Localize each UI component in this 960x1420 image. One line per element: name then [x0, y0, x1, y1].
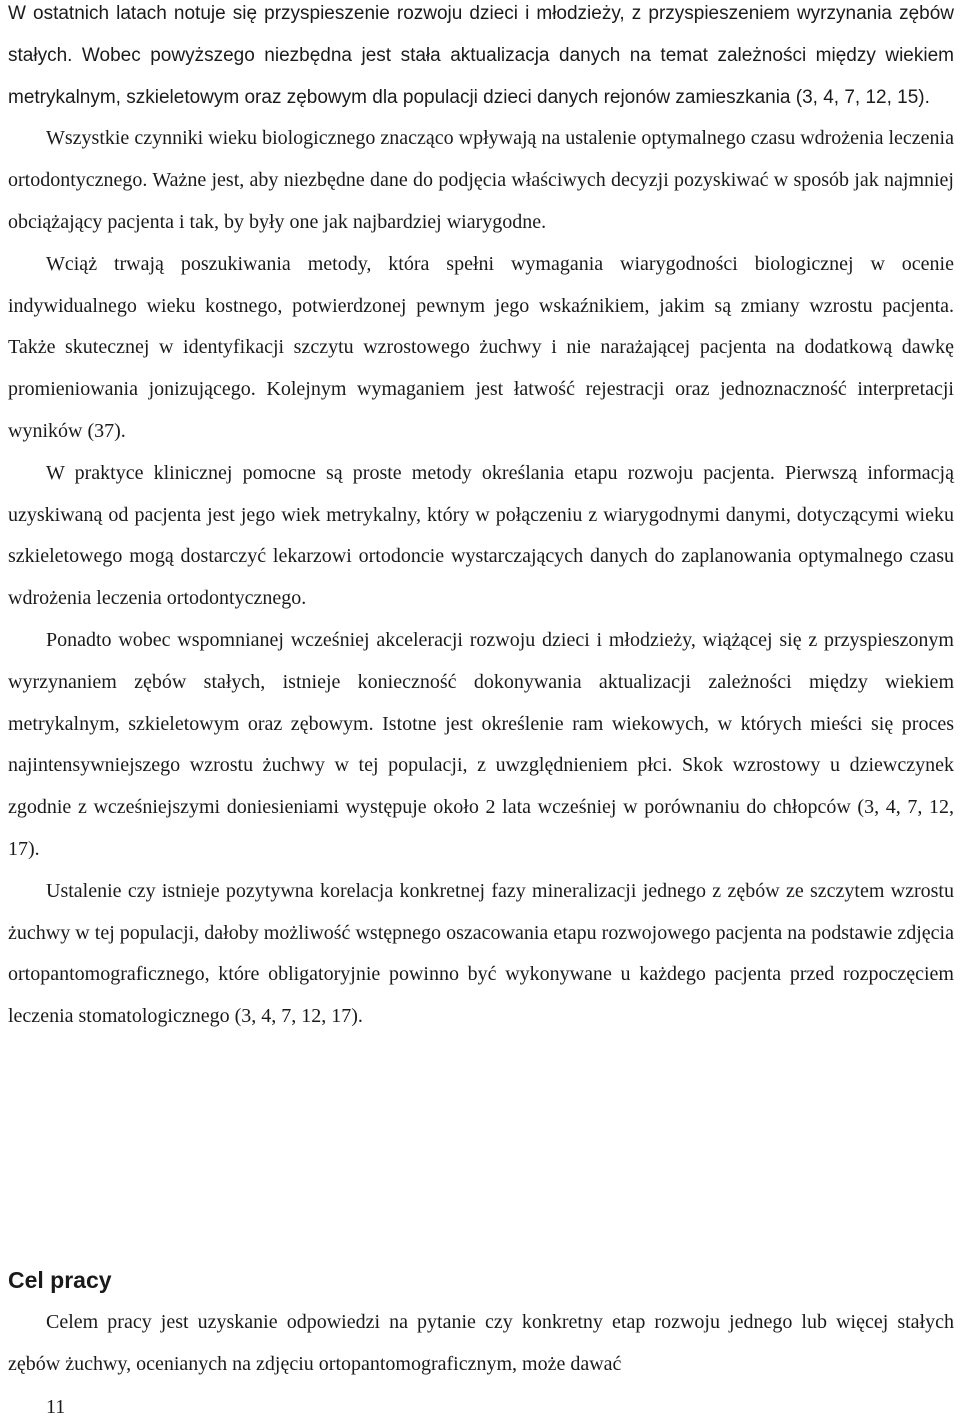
paragraph-4: W praktyce klinicznej pomocne są proste metody określania etapu rozwoju pacjenta. Pierwszą informacją uzyskiwaną od pacjenta jest jego wiek metrykalny, który w połączeniu z wiarygodnymi danymi, dotyczącymi wieku szkieletowego mogą dostarczyć lekarzowi ortodoncie wystarczających danych do zaplanowania optymalnego czasu wdrożenia leczenia ortodontycznego.: [8, 461, 954, 610]
paragraph-2: Wszystkie czynniki wieku biologicznego znacząco wpływają na ustalenie optymalnego czasu wdrożenia leczenia ortodontycznego. Ważne jest, aby niezbędne dane do podjęcia właściwych decyzji pozyskiwać w sposób jak najmniej obciążający pacjenta i tak, by były one jak najbardziej wiarygodne.: [8, 127, 954, 233]
paragraph-5: Ponadto wobec wspomnianej wcześniej akceleracji rozwoju dzieci i młodzieży, wiążącej się z przyspieszonym wyrzynaniem zębów stałych, istnieje konieczność dokonywania aktualizacji zależności między wiekiem metrykalnym, szkieletowym oraz zębowym. Istotne jest określenie ram wiekowych, w których mieści się proces najintensywniejszego wzrostu żuchwy w tej populacji, z uwzględnieniem płci. Skok wzrostowy u dziewczynek zgodnie z wcześniejszymi doniesieniami występuje około 2 lata wcześniej w porównaniu do chłopców (3, 4, 7, 12, 17).: [8, 628, 954, 860]
document-body: [8, 0, 954, 1038]
paragraph-7: Celem pracy jest uzyskanie odpowiedzi na pytanie czy konkretny etap rozwoju jednego lub więcej stałych zębów żuchwy, ocenianych na zdjęciu ortopantomograficznym, może dawać: [8, 1311, 954, 1375]
page-number: 11: [46, 1396, 66, 1418]
paragraph-6: Ustalenie czy istnieje pozytywna korelacja konkretnej fazy mineralizacji jednego z zębów ze szczytem wzrostu żuchwy w tej populacji, dałoby możliwość wstępnego oszacowania etapu rozwojowego pacjenta na podstawie zdjęcia ortopantomograficznego, które obligatoryjnie powinno być wykonywane u każdego pacjenta przed rozpoczęciem leczenia stomatologicznego (3, 4, 7, 12, 17).: [8, 879, 954, 1028]
paragraph-1: W ostatnich latach notuje się przyspieszenie rozwoju dzieci i młodzieży, z przyspieszeniem wyrzynania zębów stałych. Wobec powyższego niezbędna jest stała aktualizacja danych na temat zależności między wiekiem metrykalnym, szkieletowym oraz zębowym dla populacji dzieci danych rejonów zamieszkania (3, 4, 7, 12, 15).: [8, 3, 954, 108]
paragraph-3: Wciąż trwają poszukiwania metody, która spełni wymagania wiarygodności biologicznej w ocenie indywidualnego wieku kostnego, potwierdzonej pewnym jego wskaźnikiem, jakim są zmiany wzrostu pacjenta. Także skutecznej w identyfikacji szczytu wzrostowego żuchwy i nie narażającej pacjenta na dodatkową dawkę promieniowania jonizującego. Kolejnym wymaganiem jest łatwość rejestracji oraz jednoznaczność interpretacji wyników (37).: [8, 252, 954, 442]
section-heading: Cel pracy: [8, 1267, 112, 1293]
section-body: [8, 1302, 954, 1386]
